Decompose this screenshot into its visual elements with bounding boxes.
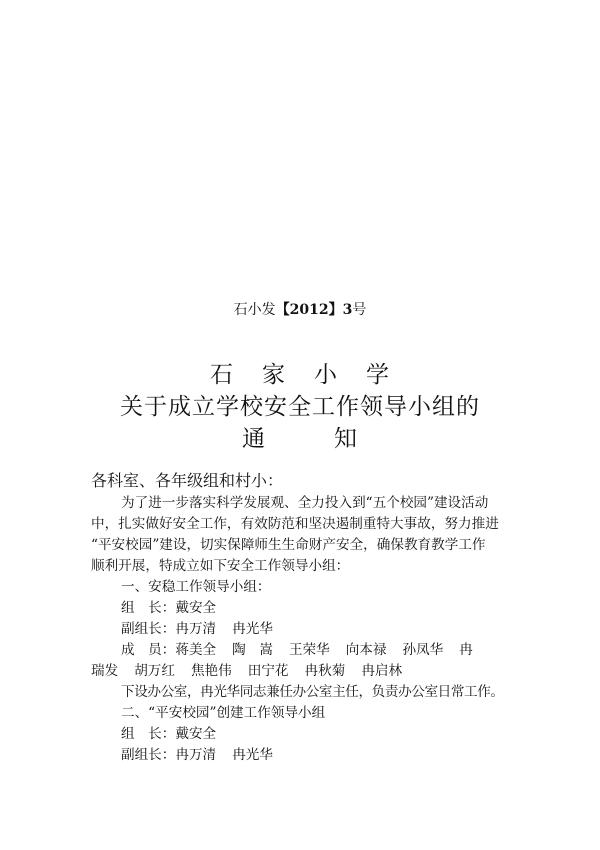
- doc-prefix: 石小发: [233, 302, 276, 318]
- section2-deputies: [121, 745, 545, 766]
- member-name: 陶 嵩: [232, 642, 273, 658]
- deputy-label: 副组长：: [121, 747, 176, 763]
- doc-suffix: 号: [352, 302, 367, 318]
- member-name: 向本禄: [345, 642, 387, 658]
- member-name: 胡万红: [134, 663, 175, 679]
- deputy-name: 冉万清: [175, 747, 217, 763]
- section2-leader: [121, 724, 545, 745]
- member-name: 冉启林: [361, 663, 403, 679]
- document-number: [0, 300, 600, 320]
- doc-year: 【2012】3: [275, 302, 353, 318]
- deputy-name: 冉万清: [175, 621, 217, 637]
- title-school-name: [0, 360, 600, 390]
- leader-label: 组 长：: [121, 726, 176, 742]
- member-name: 孙凤华: [402, 642, 444, 658]
- title-char: 家: [262, 362, 286, 388]
- section1-deputies: [121, 619, 545, 640]
- deputy-name: 冉光华: [232, 747, 273, 763]
- leader-name: 戴安全: [175, 726, 217, 742]
- paragraph-line: 中，扎实做好安全工作，有效防范和坚决遏制重特大事故，努力推进: [91, 516, 499, 532]
- section1-leader: [121, 598, 545, 619]
- section2-heading: 二、“平安校园”创建工作领导小组: [121, 705, 326, 721]
- deputy-label: 副组长：: [121, 621, 176, 637]
- title-char: 小: [314, 362, 338, 388]
- deputy-name: 冉光华: [232, 621, 273, 637]
- title-char: 通: [242, 426, 266, 452]
- leader-name: 戴安全: [175, 600, 217, 616]
- member-name: 王荣华: [288, 642, 330, 658]
- member-name: 焦艳伟: [190, 663, 232, 679]
- title-subject: 关于成立学校安全工作领导小组的: [120, 394, 480, 420]
- member-name: 瑞发: [91, 663, 119, 679]
- paragraph-line: 顺利开展，特成立如下安全工作领导小组：: [91, 558, 350, 574]
- section1-heading: 一、安稳工作领导小组：: [121, 579, 271, 595]
- members-label: 成 员：: [121, 642, 176, 658]
- title-char: 知: [334, 426, 358, 452]
- title-notice: [0, 424, 600, 454]
- salutation: 各科室、各年级组和村小：: [91, 471, 284, 490]
- section1-members-line2: [91, 661, 515, 682]
- paragraph-line: “平安校园”建设，切实保障师生生命财产安全，确保教育教学工作: [91, 537, 486, 553]
- leader-label: 组 长：: [121, 600, 176, 616]
- title-char: 石: [210, 362, 234, 388]
- section1-office-note: 下设办公室，冉光华同志兼任办公室主任，负责办公室日常工作。: [121, 684, 504, 700]
- title-char: 学: [366, 362, 390, 388]
- member-name: 蒋美全: [175, 642, 217, 658]
- member-name: 冉: [459, 642, 473, 658]
- member-name: 田宁花: [247, 663, 289, 679]
- paragraph-line: 为了进一步落实科学发展观、全力投入到“五个校园”建设活动: [121, 495, 489, 511]
- member-name: 冉秋菊: [304, 663, 346, 679]
- section1-members-line1: [121, 640, 545, 661]
